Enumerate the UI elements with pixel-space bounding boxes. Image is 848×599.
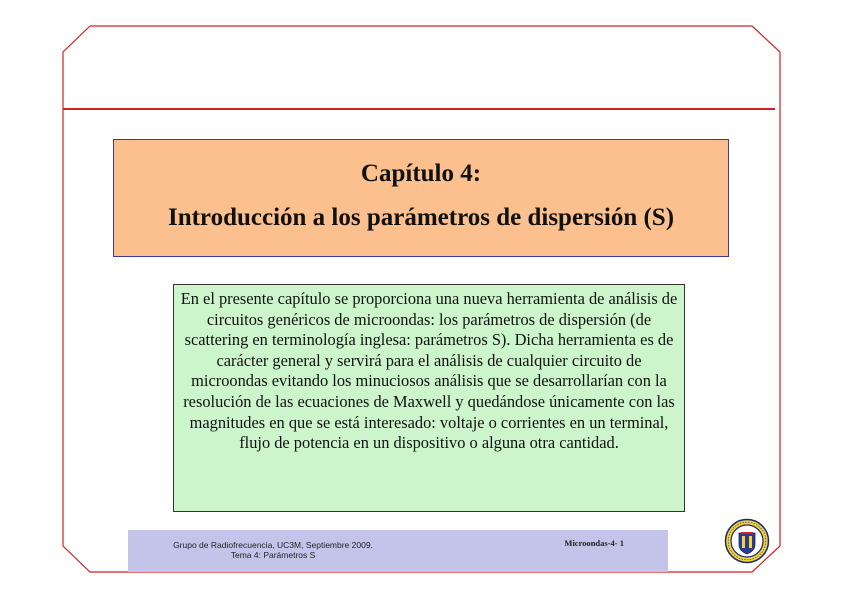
footer-credits <box>148 540 398 560</box>
footer-bar <box>128 530 668 572</box>
footer-topic-line: Tema 4: Parámetros S <box>230 550 316 560</box>
chapter-title: Introducción a los parámetros de dispersión (S) <box>167 204 675 231</box>
chapter-title-box <box>113 139 729 257</box>
chapter-summary-box <box>173 284 685 512</box>
chapter-number: Capítulo 4: <box>360 160 482 187</box>
university-seal-icon <box>724 518 770 564</box>
page-number: Microondas-4- 1 <box>564 538 624 548</box>
chapter-summary-text: En el presente capítulo se proporciona una nueva herramienta de análisis de circuitos genéricos de microondas: los parámetros de dispersión (de scattering en terminología inglesa: parámetros S). Dicha herramienta es de carácter general y servirá para el análisis de cualquier circuito de microondas evitando los minuciosos análisis que se desarrollarían con la resolución de las ecuaciones de Maxwell y quedándose únicamente con las magnitudes en que se está interesado: voltaje o corrientes en un terminal, flujo de potencia en un dispositivo o alguna otra cantidad. <box>180 289 678 453</box>
footer-group-line: Grupo de Radiofrecuencia, UC3M, Septiembre 2009. <box>173 540 373 550</box>
header-divider <box>63 108 775 110</box>
